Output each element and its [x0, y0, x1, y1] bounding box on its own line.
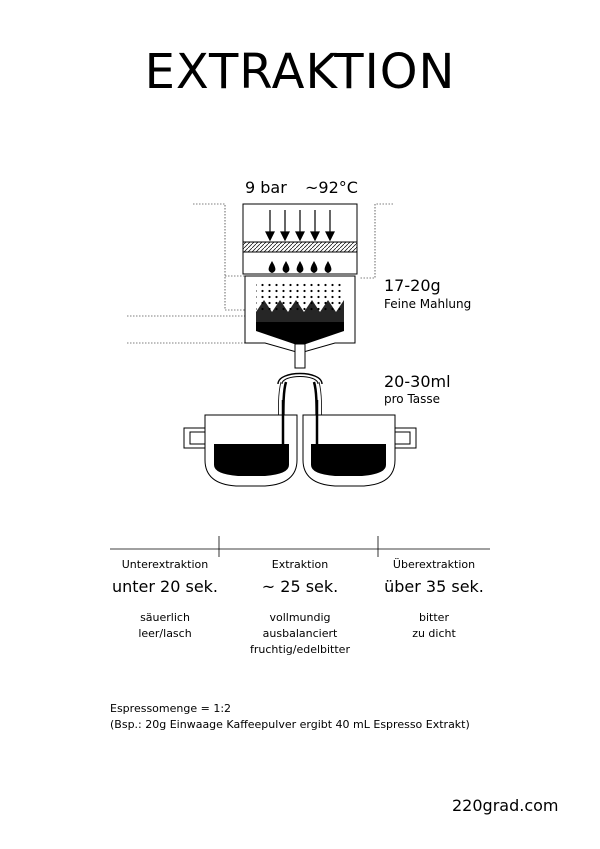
- timeline-divider: [110, 536, 490, 557]
- page-title: EXTRAKTION: [144, 44, 456, 100]
- description-line: bitter: [419, 611, 449, 624]
- description-line: ausbalanciert: [262, 627, 338, 640]
- description-line: säuerlich: [140, 611, 190, 624]
- description-line: fruchtig/edelbitter: [250, 643, 350, 656]
- grind-label: Feine Mahlung: [384, 297, 472, 311]
- right-cup: [303, 415, 416, 486]
- pressure-arrows: [266, 210, 334, 240]
- column-head: Überextraktion: [392, 558, 476, 571]
- column-description: [349, 610, 519, 642]
- volume-label: 20-30ml: [384, 372, 451, 391]
- left-cup: [184, 415, 297, 486]
- column-time: ~ 25 sek.: [261, 577, 339, 596]
- ratio-line: Espressomenge = 1:2: [110, 702, 232, 715]
- pressure-label: 9 bar: [245, 178, 287, 197]
- column-time: unter 20 sek.: [111, 577, 219, 596]
- example-line: (Bsp.: 20g Einwaage Kaffeepulver ergibt 40 mL Espresso Extrakt): [110, 718, 470, 731]
- dose-label: 17-20g: [384, 276, 441, 295]
- description-line: vollmundig: [269, 611, 331, 624]
- portafilter-basket: [245, 276, 355, 368]
- temperature-label: ~92°C: [305, 178, 358, 197]
- column-head: Extraktion: [271, 558, 329, 571]
- per-cup-label: pro Tasse: [384, 392, 441, 406]
- column-time: über 35 sek.: [384, 577, 484, 596]
- ratio-note: [110, 701, 470, 733]
- column-head: Unterextraktion: [121, 558, 209, 571]
- water-drops: [269, 261, 332, 273]
- description-line: leer/lasch: [138, 627, 192, 640]
- column-overextraction: [349, 558, 519, 642]
- footer-website: 220grad.com: [452, 796, 559, 815]
- description-line: zu dicht: [412, 627, 456, 640]
